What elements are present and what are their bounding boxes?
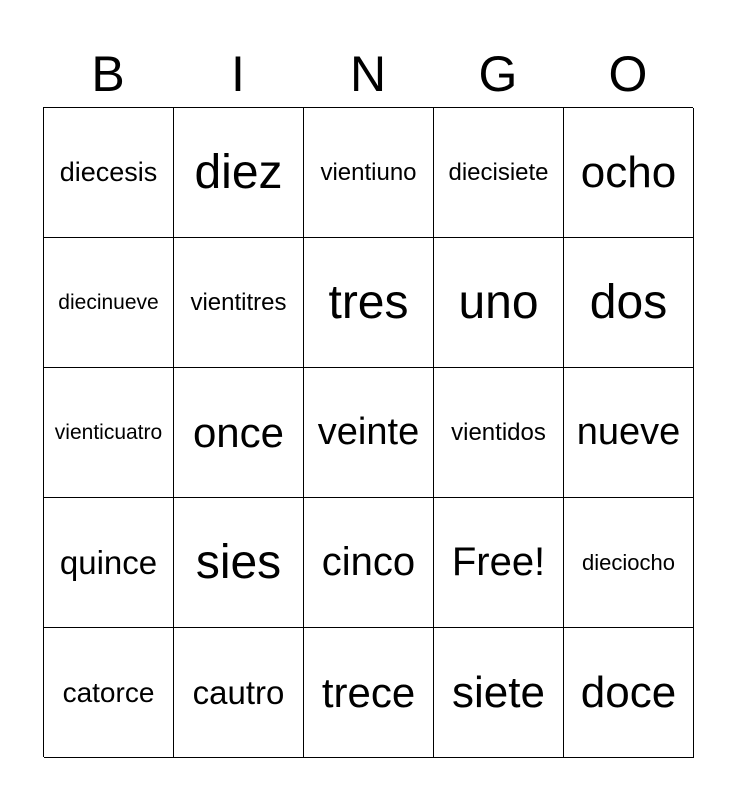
bingo-cell[interactable]: veinte <box>304 368 434 498</box>
free-space-cell[interactable]: Free! <box>434 498 564 628</box>
bingo-card <box>43 107 693 757</box>
bingo-cell[interactable]: tres <box>304 238 434 368</box>
bingo-cell[interactable]: diez <box>174 108 304 238</box>
bingo-cell[interactable]: cautro <box>174 628 304 758</box>
bingo-cell[interactable]: diecinueve <box>44 238 174 368</box>
bingo-header <box>43 40 693 108</box>
bingo-cell[interactable]: siete <box>434 628 564 758</box>
bingo-cell[interactable]: nueve <box>564 368 694 498</box>
header-letter-n: N <box>349 46 387 102</box>
bingo-cell[interactable]: vientitres <box>174 238 304 368</box>
bingo-cell[interactable]: vientiuno <box>304 108 434 238</box>
bingo-cell[interactable]: once <box>174 368 304 498</box>
bingo-cell[interactable]: cinco <box>304 498 434 628</box>
bingo-cell[interactable]: vientidos <box>434 368 564 498</box>
bingo-cell[interactable]: catorce <box>44 628 174 758</box>
header-letter-g: G <box>478 46 518 102</box>
header-letter-o: O <box>608 46 648 102</box>
bingo-cell[interactable]: sies <box>174 498 304 628</box>
bingo-cell[interactable]: diecisiete <box>434 108 564 238</box>
bingo-cell[interactable]: ocho <box>564 108 694 238</box>
bingo-cell[interactable]: doce <box>564 628 694 758</box>
header-letter-b: B <box>91 46 125 102</box>
bingo-cell[interactable]: trece <box>304 628 434 758</box>
bingo-cell[interactable]: diecesis <box>44 108 174 238</box>
bingo-cell[interactable]: dos <box>564 238 694 368</box>
bingo-cell[interactable]: dieciocho <box>564 498 694 628</box>
bingo-cell[interactable]: uno <box>434 238 564 368</box>
header-letter-i: I <box>231 46 245 102</box>
bingo-cell[interactable]: quince <box>44 498 174 628</box>
bingo-cell[interactable]: vienticuatro <box>44 368 174 498</box>
